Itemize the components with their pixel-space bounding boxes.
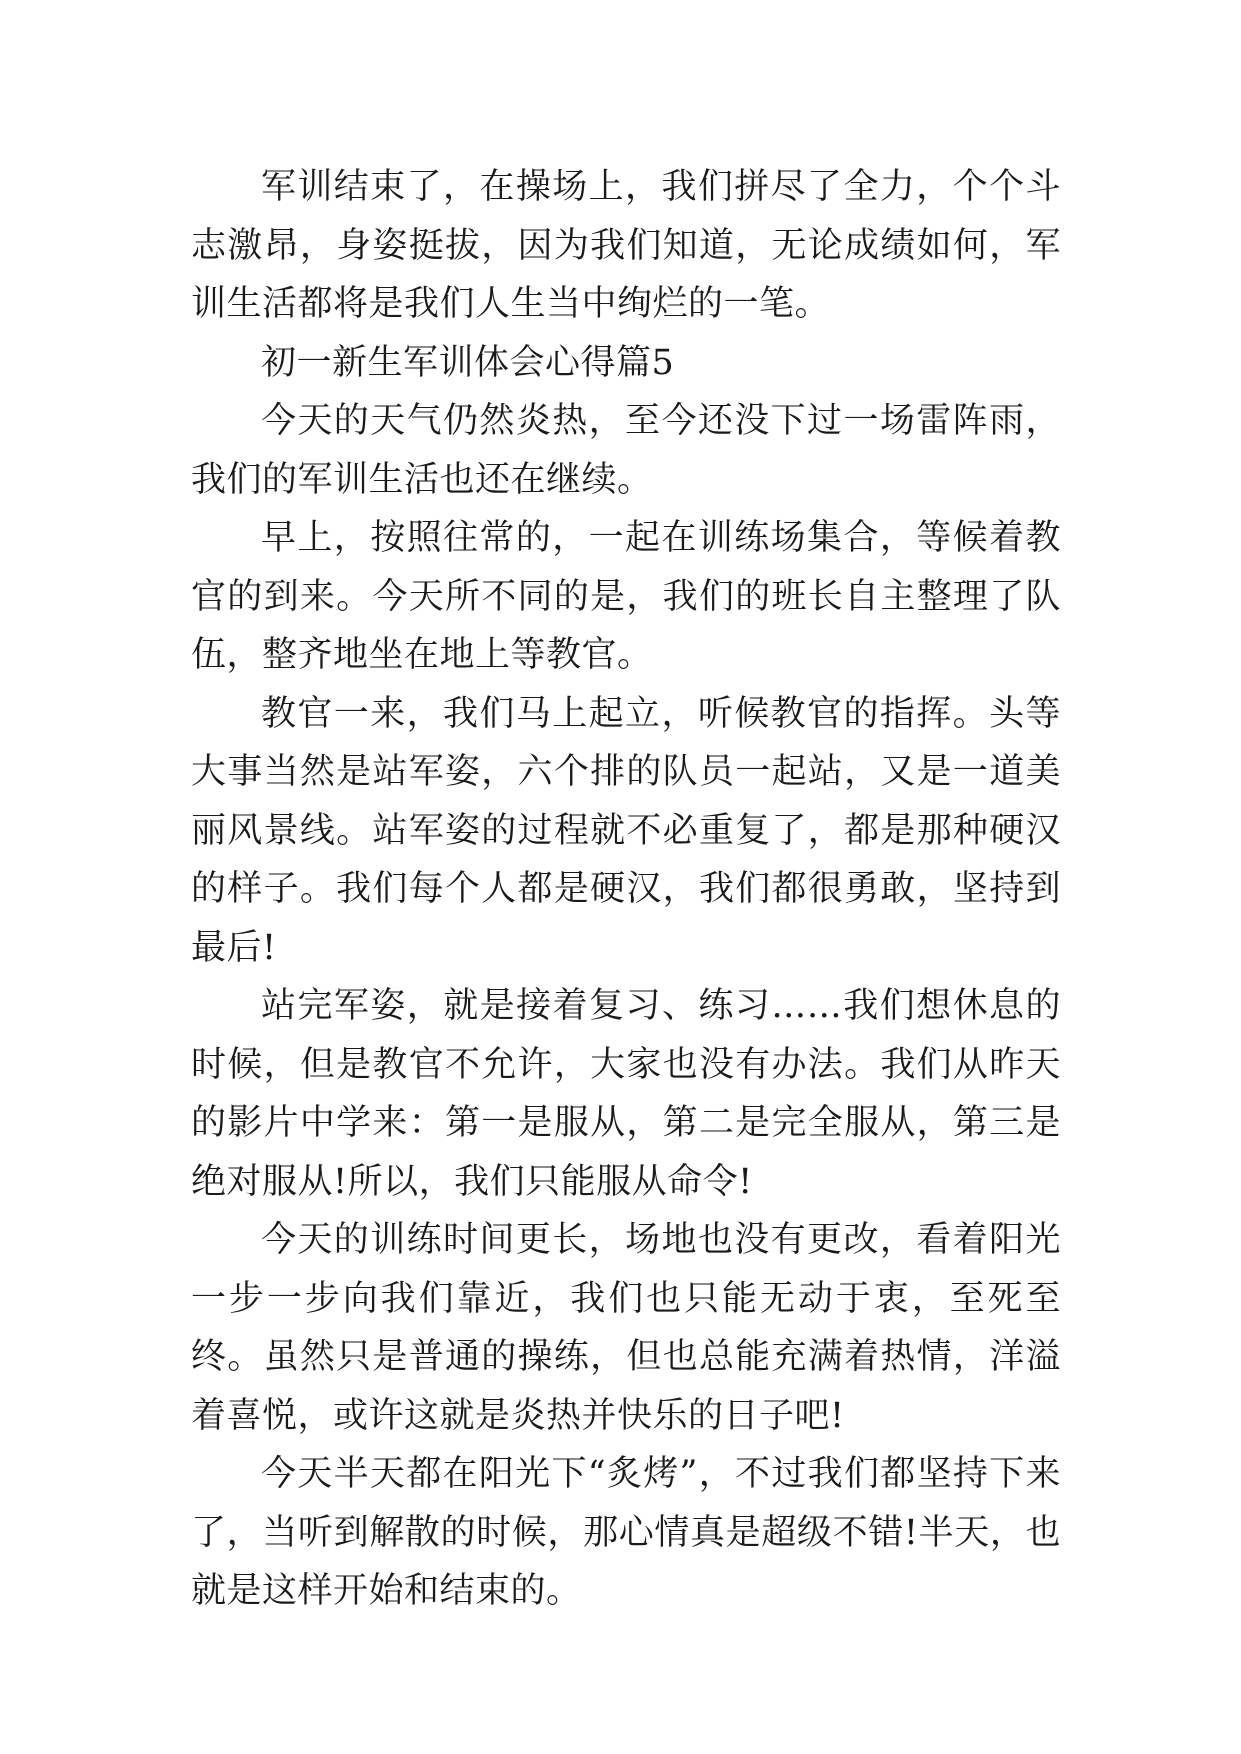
paragraph-1: 军训结束了，在操场上，我们拼尽了全力，个个斗志激昂，身姿挺拔，因为我们知道，无论成绩如何，军训生活都将是我们人生当中绚烂的一笔。	[191, 167, 1061, 324]
paragraph-4: 教官一来，我们马上起立，听候教官的指挥。头等大事当然是站军姿，六个排的队员一起站，又是一道美丽风景线。站军姿的过程就不必重复了，都是那种硬汉的样子。我们每个人都是硬汉，我们都很勇敢，坚持到最后!	[191, 693, 1061, 968]
paragraph-7: 今天半天都在阳光下“炙烤”，不过我们都坚持下来了，当听到解散的时候，那心情真是超级不错!半天，也就是这样开始和结束的。	[191, 1454, 1061, 1611]
paragraph-3: 早上，按照往常的，一起在训练场集合，等候着教官的到来。今天所不同的是，我们的班长自主整理了队伍，整齐地坐在地上等教官。	[191, 518, 1061, 675]
document-body	[191, 158, 1061, 1621]
paragraph-5: 站完军姿，就是接着复习、练习……我们想休息的时候，但是教官不允许，大家也没有办法。我们从昨天的影片中学来：第一是服从，第二是完全服从，第三是绝对服从!所以，我们只能服从命令!	[191, 986, 1061, 1202]
paragraph-6: 今天的训练时间更长，场地也没有更改，看着阳光一步一步向我们靠近，我们也只能无动于衷，至死至终。虽然只是普通的操练，但也总能充满着热情，洋溢着喜悦，或许这就是炎热并快乐的日子吧!	[191, 1220, 1061, 1436]
paragraph-2: 今天的天气仍然炎热，至今还没下过一场雷阵雨，我们的军训生活也还在继续。	[191, 401, 1061, 500]
section-heading: 初一新生军训体会心得篇5	[261, 342, 675, 383]
